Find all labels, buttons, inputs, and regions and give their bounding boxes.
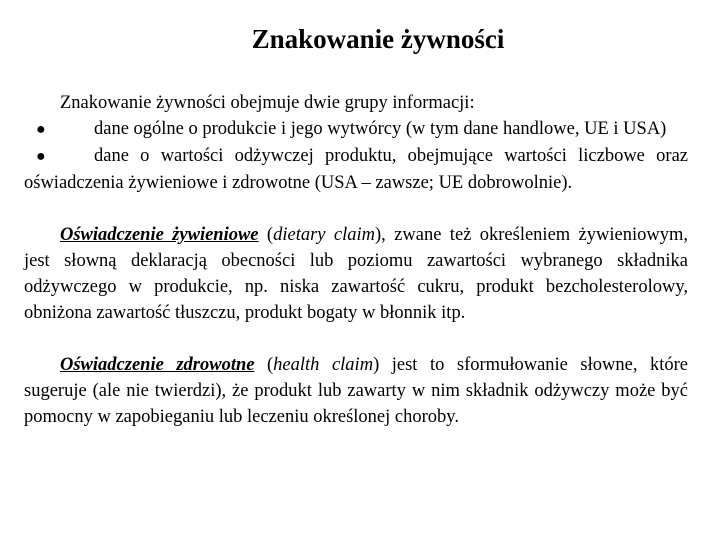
health-claim-open: ( [254, 355, 274, 375]
bullet-text: dane ogólne o produkcie i jego wytwórcy (w tym dane handlowe, UE i USA) [94, 119, 667, 139]
bullet-icon: ● [36, 148, 46, 165]
slide-body [24, 90, 688, 430]
spacer [24, 196, 688, 222]
intro-paragraph: Znakowanie żywności obejmuje dwie grupy informacji: [60, 93, 475, 113]
spacer [24, 326, 688, 352]
health-claim-text: ) jest to sformułowanie słowne, które sugeruje (ale nie twierdzi), że produkt lub zawarty w nim składnik odżywczy może być pomocny w zapobieganiu lub leczeniu określonej choroby. [24, 355, 688, 427]
health-claim-gloss: health claim [273, 355, 374, 375]
dietary-claim-open: ( [258, 225, 274, 245]
dietary-claim-paragraph [24, 222, 688, 326]
bullet-item-general [24, 116, 688, 143]
health-claim-term: Oświadczenie zdrowotne [60, 355, 255, 375]
slide-title: Znakowanie żywności [251, 24, 505, 54]
dietary-claim-text: ), zwane też określeniem żywieniowym, jest słowną deklaracją obecności lub poziomu zawartości wybranego składnika odżywczego w produkcie, np. niska zawartość cukru, produkt bezcholesterolowy, obniżona zawartość tłuszczu, produkt bogaty w błonnik itp. [24, 225, 688, 323]
health-claim-paragraph [24, 352, 688, 430]
bullet-item-nutrition [24, 143, 688, 196]
dietary-claim-gloss: dietary claim [273, 225, 375, 245]
bullet-text: dane o wartości odżywczej produktu, obejmujące wartości liczbowe oraz oświadczenia żywieniowe i zdrowotne (USA – zawsze; UE dobrowolnie). [24, 146, 688, 193]
dietary-claim-term: Oświadczenie żywieniowe [60, 225, 259, 245]
bullet-icon: ● [36, 121, 46, 138]
